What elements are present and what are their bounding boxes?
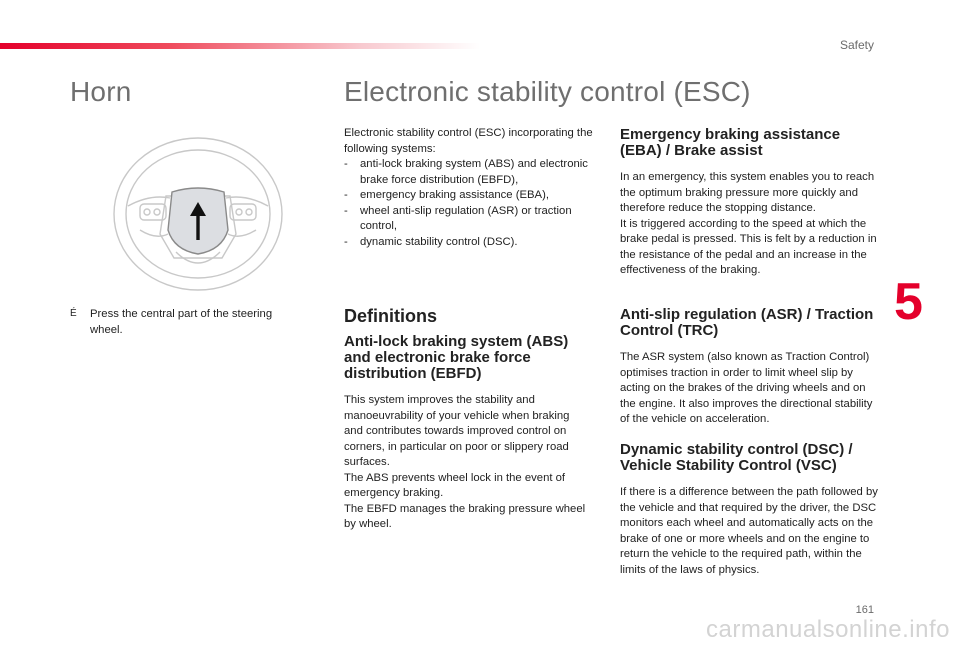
dsc-section: [620, 442, 878, 578]
asr-section: [620, 307, 878, 428]
dsc-heading: Dynamic stability control (DSC) / Vehicle Stability Control (VSC): [620, 441, 853, 474]
page-number: 161: [855, 604, 874, 616]
abs-heading: Anti-lock braking system (ABS) and electronic brake force distribution (EBFD): [344, 333, 569, 382]
eba-heading: Emergency braking assistance (EBA) / Brake assist: [620, 126, 841, 159]
list-item: - emergency braking assistance (EBA),: [344, 188, 600, 204]
steering-wheel-illustration: [110, 134, 286, 294]
horn-instruction: Press the central part of the steering wheel.: [90, 308, 273, 336]
chapter-number: 5: [894, 273, 923, 331]
asr-heading: Anti-slip regulation (ASR) / Traction Control (TRC): [620, 306, 874, 339]
esc-intro: Electronic stability control (ESC) incorporating the following systems:: [344, 127, 593, 155]
abs-section: [344, 334, 590, 533]
instruction-marker: É: [70, 308, 77, 319]
horn-title: Horn: [70, 76, 132, 107]
abs-paragraph: The EBFD manages the braking pressure wheel by wheel.: [344, 502, 586, 530]
abs-paragraph: The ABS prevents wheel lock in the event of emergency braking.: [344, 471, 566, 499]
definitions-heading: Definitions: [344, 306, 437, 326]
eba-paragraph: In an emergency, this system enables you to reach the optimum braking pressure more quickly and therefore reduce the stopping distance.: [620, 171, 875, 214]
eba-section: [620, 127, 878, 279]
abs-paragraph: This system improves the stability and manoeuvrability of your vehicle when braking and contributes towards improved control on corners, in particular on poor or slippery road surfaces.: [344, 394, 570, 468]
esc-title: Electronic stability control (ESC): [344, 76, 751, 107]
watermark: carmanualsonline.info: [706, 616, 950, 643]
list-item: - dynamic stability control (DSC).: [344, 235, 600, 251]
esc-systems-list: [344, 157, 600, 250]
section-label: Safety: [839, 38, 874, 52]
dsc-paragraph: If there is a difference between the path followed by the vehicle and that required by the driver, the DSC monitors each wheel and automatically acts on the brake of one or more wheels and on the engine to return the vehicle to the required path, within the limits of the laws of physics.: [620, 486, 878, 576]
list-item: - anti-lock braking system (ABS) and electronic brake force distribution (EBFD),: [344, 157, 600, 188]
list-item: - wheel anti-slip regulation (ASR) or traction control,: [344, 204, 600, 235]
asr-paragraph: The ASR system (also known as Traction Control) optimises traction in order to limit wheel slip by acting on the brakes of the driving wheels and on the engine. It also improves the directional stability of the vehicle on acceleration.: [620, 351, 873, 425]
header-accent-bar: [0, 43, 480, 49]
eba-paragraph: It is triggered according to the speed at which the brake pedal is pressed. This is felt by a reduction in the resistance of the pedal and an increase in the effectiveness of the braking.: [620, 217, 877, 276]
esc-intro-block: [344, 126, 600, 250]
